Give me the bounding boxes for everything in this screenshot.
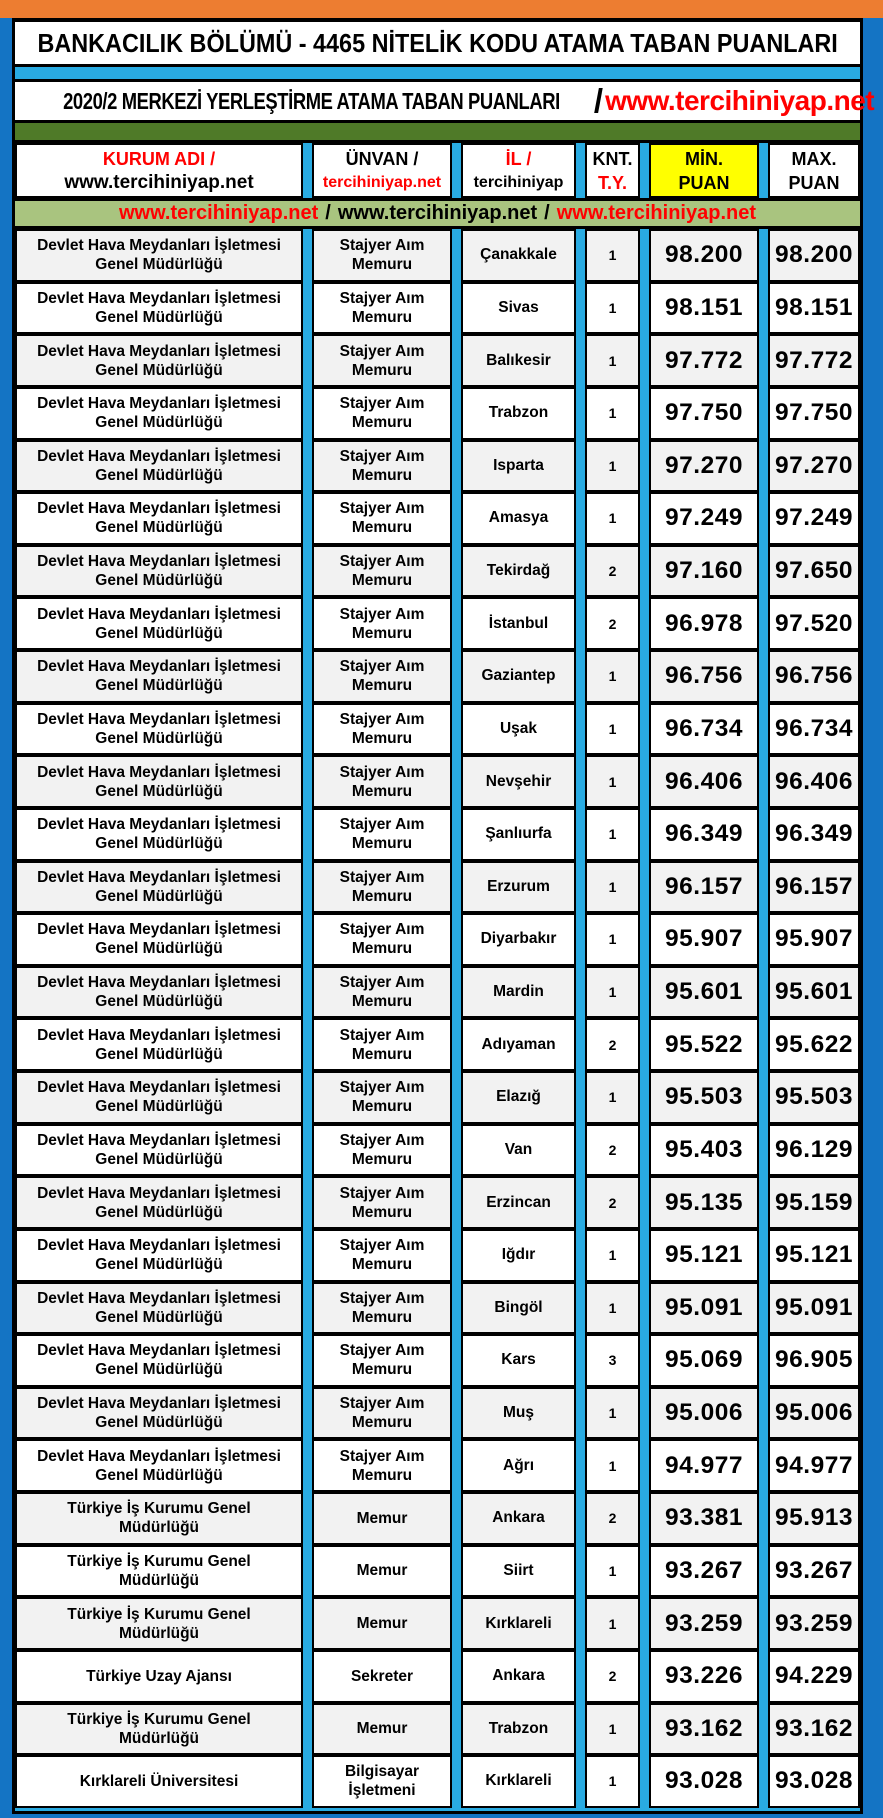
knt-cell: 1	[585, 387, 640, 440]
max-cell: 98.151	[768, 282, 860, 335]
il-cell: Erzincan	[461, 1176, 576, 1229]
unvan-cell: Memur	[312, 1492, 452, 1545]
max-cell: 98.200	[768, 229, 860, 282]
min-cell: 95.006	[649, 1387, 759, 1440]
il-cell: Muş	[461, 1387, 576, 1440]
max-cell: 95.159	[768, 1176, 860, 1229]
unvan-cell: Stajyer Aım Memuru	[312, 1018, 452, 1071]
il-cell: Van	[461, 1124, 576, 1177]
min-cell: 95.121	[649, 1229, 759, 1282]
promo-url-row	[15, 201, 860, 229]
min-cell: 95.503	[649, 1071, 759, 1124]
max-cell: 93.162	[768, 1703, 860, 1756]
min-cell: 96.734	[649, 703, 759, 756]
max-cell: 96.734	[768, 703, 860, 756]
min-cell: 95.069	[649, 1334, 759, 1387]
unvan-cell: Stajyer Aım Memuru	[312, 808, 452, 861]
knt-cell: 2	[585, 1176, 640, 1229]
max-cell: 93.028	[768, 1755, 860, 1808]
column-header-il	[461, 143, 576, 198]
kurum-cell: Devlet Hava Meydanları İşletmesi Genel Müdürlüğü	[15, 440, 303, 493]
unvan-cell: Memur	[312, 1545, 452, 1598]
max-cell: 95.121	[768, 1229, 860, 1282]
il-cell: Elazığ	[461, 1071, 576, 1124]
table-body	[15, 229, 860, 1811]
il-cell: Balıkesir	[461, 334, 576, 387]
subtitle-separator: /	[593, 82, 604, 119]
il-cell: Nevşehir	[461, 755, 576, 808]
min-cell: 93.267	[649, 1545, 759, 1598]
unvan-cell: Bilgisayar İşletmeni	[312, 1755, 452, 1808]
kurum-header-line2: www.tercihiniyap.net	[64, 171, 254, 193]
unvan-cell: Stajyer Aım Memuru	[312, 1124, 452, 1177]
il-cell: Trabzon	[461, 1703, 576, 1756]
unvan-cell: Stajyer Aım Memuru	[312, 440, 452, 493]
unvan-cell: Stajyer Aım Memuru	[312, 913, 452, 966]
max-cell: 97.270	[768, 440, 860, 493]
max-cell: 93.267	[768, 1545, 860, 1598]
kurum-cell: Devlet Hava Meydanları İşletmesi Genel Müdürlüğü	[15, 1018, 303, 1071]
il-cell: Çanakkale	[461, 229, 576, 282]
min-cell: 93.028	[649, 1755, 759, 1808]
unvan-cell: Stajyer Aım Memuru	[312, 966, 452, 1019]
il-cell: Adıyaman	[461, 1018, 576, 1071]
min-cell: 95.601	[649, 966, 759, 1019]
min-header-line2: PUAN	[678, 172, 730, 193]
knt-cell: 2	[585, 1650, 640, 1703]
max-cell: 97.772	[768, 334, 860, 387]
knt-cell: 1	[585, 913, 640, 966]
kurum-cell: Türkiye Uzay Ajansı	[15, 1650, 303, 1703]
min-cell: 96.406	[649, 755, 759, 808]
kurum-cell: Devlet Hava Meydanları İşletmesi Genel Müdürlüğü	[15, 703, 303, 756]
knt-cell: 2	[585, 597, 640, 650]
cyan-divider-strip	[15, 67, 860, 82]
kurum-cell: Devlet Hava Meydanları İşletmesi Genel Müdürlüğü	[15, 1176, 303, 1229]
unvan-cell: Stajyer Aım Memuru	[312, 703, 452, 756]
knt-cell: 2	[585, 1124, 640, 1177]
kurum-cell: Devlet Hava Meydanları İşletmesi Genel Müdürlüğü	[15, 1282, 303, 1335]
unvan-cell: Stajyer Aım Memuru	[312, 1229, 452, 1282]
kurum-cell: Devlet Hava Meydanları İşletmesi Genel Müdürlüğü	[15, 966, 303, 1019]
max-cell: 96.406	[768, 755, 860, 808]
dark-green-divider	[15, 123, 860, 143]
top-orange-banner	[0, 0, 883, 18]
min-cell: 97.249	[649, 492, 759, 545]
kurum-cell: Devlet Hava Meydanları İşletmesi Genel Müdürlüğü	[15, 1124, 303, 1177]
max-cell: 97.520	[768, 597, 860, 650]
min-cell: 96.349	[649, 808, 759, 861]
unvan-cell: Stajyer Aım Memuru	[312, 545, 452, 598]
knt-cell: 1	[585, 650, 640, 703]
knt-cell: 1	[585, 966, 640, 1019]
knt-header-line2: T.Y.	[597, 172, 627, 193]
knt-cell: 1	[585, 1282, 640, 1335]
il-cell: Siirt	[461, 1545, 576, 1598]
il-cell: Iğdır	[461, 1229, 576, 1282]
knt-header-line1: KNT.	[592, 148, 633, 169]
kurum-cell: Devlet Hava Meydanları İşletmesi Genel Müdürlüğü	[15, 650, 303, 703]
il-cell: Isparta	[461, 440, 576, 493]
knt-cell: 1	[585, 1597, 640, 1650]
unvan-cell: Stajyer Aım Memuru	[312, 229, 452, 282]
knt-cell: 2	[585, 1492, 640, 1545]
kurum-cell: Devlet Hava Meydanları İşletmesi Genel Müdürlüğü	[15, 492, 303, 545]
knt-cell: 1	[585, 1439, 640, 1492]
max-cell: 94.229	[768, 1650, 860, 1703]
max-cell: 96.756	[768, 650, 860, 703]
kurum-cell: Devlet Hava Meydanları İşletmesi Genel Müdürlüğü	[15, 597, 303, 650]
unvan-cell: Stajyer Aım Memuru	[312, 334, 452, 387]
page-title-row	[15, 22, 860, 67]
kurum-cell: Devlet Hava Meydanları İşletmesi Genel Müdürlüğü	[15, 545, 303, 598]
kurum-cell: Devlet Hava Meydanları İşletmesi Genel Müdürlüğü	[15, 1071, 303, 1124]
kurum-cell: Devlet Hava Meydanları İşletmesi Genel Müdürlüğü	[15, 334, 303, 387]
knt-cell: 1	[585, 440, 640, 493]
min-cell: 95.135	[649, 1176, 759, 1229]
kurum-cell: Türkiye İş Kurumu Genel Müdürlüğü	[15, 1545, 303, 1598]
min-cell: 98.151	[649, 282, 759, 335]
min-cell: 97.160	[649, 545, 759, 598]
il-cell: Ağrı	[461, 1439, 576, 1492]
kurum-cell: Devlet Hava Meydanları İşletmesi Genel Müdürlüğü	[15, 282, 303, 335]
max-cell: 95.503	[768, 1071, 860, 1124]
max-cell: 95.091	[768, 1282, 860, 1335]
kurum-cell: Kırklareli Üniversitesi	[15, 1755, 303, 1808]
knt-cell: 2	[585, 1018, 640, 1071]
il-cell: Tekirdağ	[461, 545, 576, 598]
knt-cell: 1	[585, 1071, 640, 1124]
min-cell: 97.750	[649, 387, 759, 440]
page-title: BANKACILIK BÖLÜMÜ - 4465 NİTELİK KODU ATAMA TABAN PUANLARI	[37, 27, 838, 58]
subtitle-row	[15, 82, 875, 123]
max-cell: 97.750	[768, 387, 860, 440]
knt-cell: 1	[585, 703, 640, 756]
il-cell: Mardin	[461, 966, 576, 1019]
promo-separator-2: /	[544, 202, 550, 224]
knt-cell: 1	[585, 1703, 640, 1756]
max-cell: 95.601	[768, 966, 860, 1019]
column-header-min-puan	[649, 143, 759, 198]
max-header-line1: MAX.	[791, 148, 837, 169]
unvan-cell: Stajyer Aım Memuru	[312, 1282, 452, 1335]
il-cell: Kars	[461, 1334, 576, 1387]
promo-url-1: www.tercihiniyap.net	[118, 202, 319, 224]
min-header-line1: MİN.	[685, 148, 723, 169]
min-cell: 96.157	[649, 861, 759, 914]
max-cell: 95.907	[768, 913, 860, 966]
unvan-cell: Stajyer Aım Memuru	[312, 1071, 452, 1124]
unvan-header-line2: tercihiniyap.net	[322, 173, 442, 191]
unvan-cell: Stajyer Aım Memuru	[312, 1387, 452, 1440]
kurum-cell: Türkiye İş Kurumu Genel Müdürlüğü	[15, 1597, 303, 1650]
il-cell: Gaziantep	[461, 650, 576, 703]
knt-cell: 1	[585, 282, 640, 335]
il-cell: Kırklareli	[461, 1597, 576, 1650]
kurum-cell: Türkiye İş Kurumu Genel Müdürlüğü	[15, 1703, 303, 1756]
knt-cell: 1	[585, 861, 640, 914]
il-header-line1: İL /	[505, 148, 532, 169]
unvan-cell: Memur	[312, 1597, 452, 1650]
unvan-cell: Stajyer Aım Memuru	[312, 1176, 452, 1229]
unvan-cell: Stajyer Aım Memuru	[312, 755, 452, 808]
kurum-cell: Devlet Hava Meydanları İşletmesi Genel Müdürlüğü	[15, 1229, 303, 1282]
knt-cell: 1	[585, 229, 640, 282]
min-cell: 93.226	[649, 1650, 759, 1703]
il-header-line2: tercihiniyap	[473, 173, 564, 191]
max-cell: 97.650	[768, 545, 860, 598]
kurum-cell: Devlet Hava Meydanları İşletmesi Genel Müdürlüğü	[15, 1439, 303, 1492]
knt-cell: 1	[585, 1755, 640, 1808]
max-cell: 96.129	[768, 1124, 860, 1177]
il-cell: Şanlıurfa	[461, 808, 576, 861]
unvan-cell: Stajyer Aım Memuru	[312, 282, 452, 335]
knt-cell: 1	[585, 755, 640, 808]
unvan-cell: Stajyer Aım Memuru	[312, 597, 452, 650]
kurum-cell: Devlet Hava Meydanları İşletmesi Genel Müdürlüğü	[15, 1387, 303, 1440]
il-cell: Uşak	[461, 703, 576, 756]
promo-url-2: www.tercihiniyap.net	[337, 202, 538, 224]
min-cell: 95.403	[649, 1124, 759, 1177]
max-cell: 97.249	[768, 492, 860, 545]
table-sheet	[12, 18, 875, 1814]
max-cell: 96.157	[768, 861, 860, 914]
min-cell: 93.162	[649, 1703, 759, 1756]
blue-frame	[0, 18, 883, 1818]
unvan-cell: Sekreter	[312, 1650, 452, 1703]
max-header-line2: PUAN	[788, 172, 840, 193]
kurum-cell: Devlet Hava Meydanları İşletmesi Genel Müdürlüğü	[15, 1334, 303, 1387]
kurum-cell: Devlet Hava Meydanları İşletmesi Genel Müdürlüğü	[15, 755, 303, 808]
unvan-cell: Stajyer Aım Memuru	[312, 861, 452, 914]
subtitle-text: 2020/2 MERKEZİ YERLEŞTİRME ATAMA TABAN PUANLARI	[63, 87, 560, 114]
column-header-row	[15, 143, 860, 201]
max-cell: 96.905	[768, 1334, 860, 1387]
column-header-unvan	[312, 143, 452, 198]
knt-cell: 1	[585, 334, 640, 387]
min-cell: 98.200	[649, 229, 759, 282]
il-cell: Ankara	[461, 1492, 576, 1545]
knt-cell: 1	[585, 492, 640, 545]
column-header-max-puan	[768, 143, 860, 198]
min-cell: 93.259	[649, 1597, 759, 1650]
knt-cell: 1	[585, 1387, 640, 1440]
min-cell: 94.977	[649, 1439, 759, 1492]
min-cell: 95.091	[649, 1282, 759, 1335]
kurum-cell: Devlet Hava Meydanları İşletmesi Genel Müdürlüğü	[15, 808, 303, 861]
promo-url-3: www.tercihiniyap.net	[556, 202, 756, 224]
il-cell: Diyarbakır	[461, 913, 576, 966]
max-cell: 95.006	[768, 1387, 860, 1440]
kurum-cell: Devlet Hava Meydanları İşletmesi Genel Müdürlüğü	[15, 229, 303, 282]
unvan-header-line1: ÜNVAN /	[345, 148, 419, 169]
il-cell: Erzurum	[461, 861, 576, 914]
il-cell: Sivas	[461, 282, 576, 335]
max-cell: 93.259	[768, 1597, 860, 1650]
knt-cell: 1	[585, 1229, 640, 1282]
kurum-header-line1: KURUM ADI /	[102, 148, 216, 169]
subtitle-site-url: www.tercihiniyap.net	[605, 85, 875, 116]
min-cell: 96.756	[649, 650, 759, 703]
il-cell: İstanbul	[461, 597, 576, 650]
il-cell: Ankara	[461, 1650, 576, 1703]
kurum-cell: Devlet Hava Meydanları İşletmesi Genel Müdürlüğü	[15, 861, 303, 914]
min-cell: 97.772	[649, 334, 759, 387]
unvan-cell: Memur	[312, 1703, 452, 1756]
kurum-cell: Devlet Hava Meydanları İşletmesi Genel Müdürlüğü	[15, 913, 303, 966]
max-cell: 95.913	[768, 1492, 860, 1545]
unvan-cell: Stajyer Aım Memuru	[312, 650, 452, 703]
min-cell: 93.381	[649, 1492, 759, 1545]
unvan-cell: Stajyer Aım Memuru	[312, 1439, 452, 1492]
min-cell: 97.270	[649, 440, 759, 493]
kurum-cell: Devlet Hava Meydanları İşletmesi Genel Müdürlüğü	[15, 387, 303, 440]
max-cell: 95.622	[768, 1018, 860, 1071]
knt-cell: 2	[585, 545, 640, 598]
min-cell: 95.522	[649, 1018, 759, 1071]
il-cell: Kırklareli	[461, 1755, 576, 1808]
unvan-cell: Stajyer Aım Memuru	[312, 1334, 452, 1387]
unvan-cell: Stajyer Aım Memuru	[312, 492, 452, 545]
column-header-kurum	[15, 143, 303, 198]
knt-cell: 1	[585, 1545, 640, 1598]
il-cell: Trabzon	[461, 387, 576, 440]
knt-cell: 3	[585, 1334, 640, 1387]
kurum-cell: Türkiye İş Kurumu Genel Müdürlüğü	[15, 1492, 303, 1545]
promo-separator-1: /	[325, 202, 331, 224]
knt-cell: 1	[585, 808, 640, 861]
unvan-cell: Stajyer Aım Memuru	[312, 387, 452, 440]
min-cell: 96.978	[649, 597, 759, 650]
max-cell: 94.977	[768, 1439, 860, 1492]
il-cell: Amasya	[461, 492, 576, 545]
il-cell: Bingöl	[461, 1282, 576, 1335]
max-cell: 96.349	[768, 808, 860, 861]
min-cell: 95.907	[649, 913, 759, 966]
column-header-knt	[585, 143, 640, 198]
